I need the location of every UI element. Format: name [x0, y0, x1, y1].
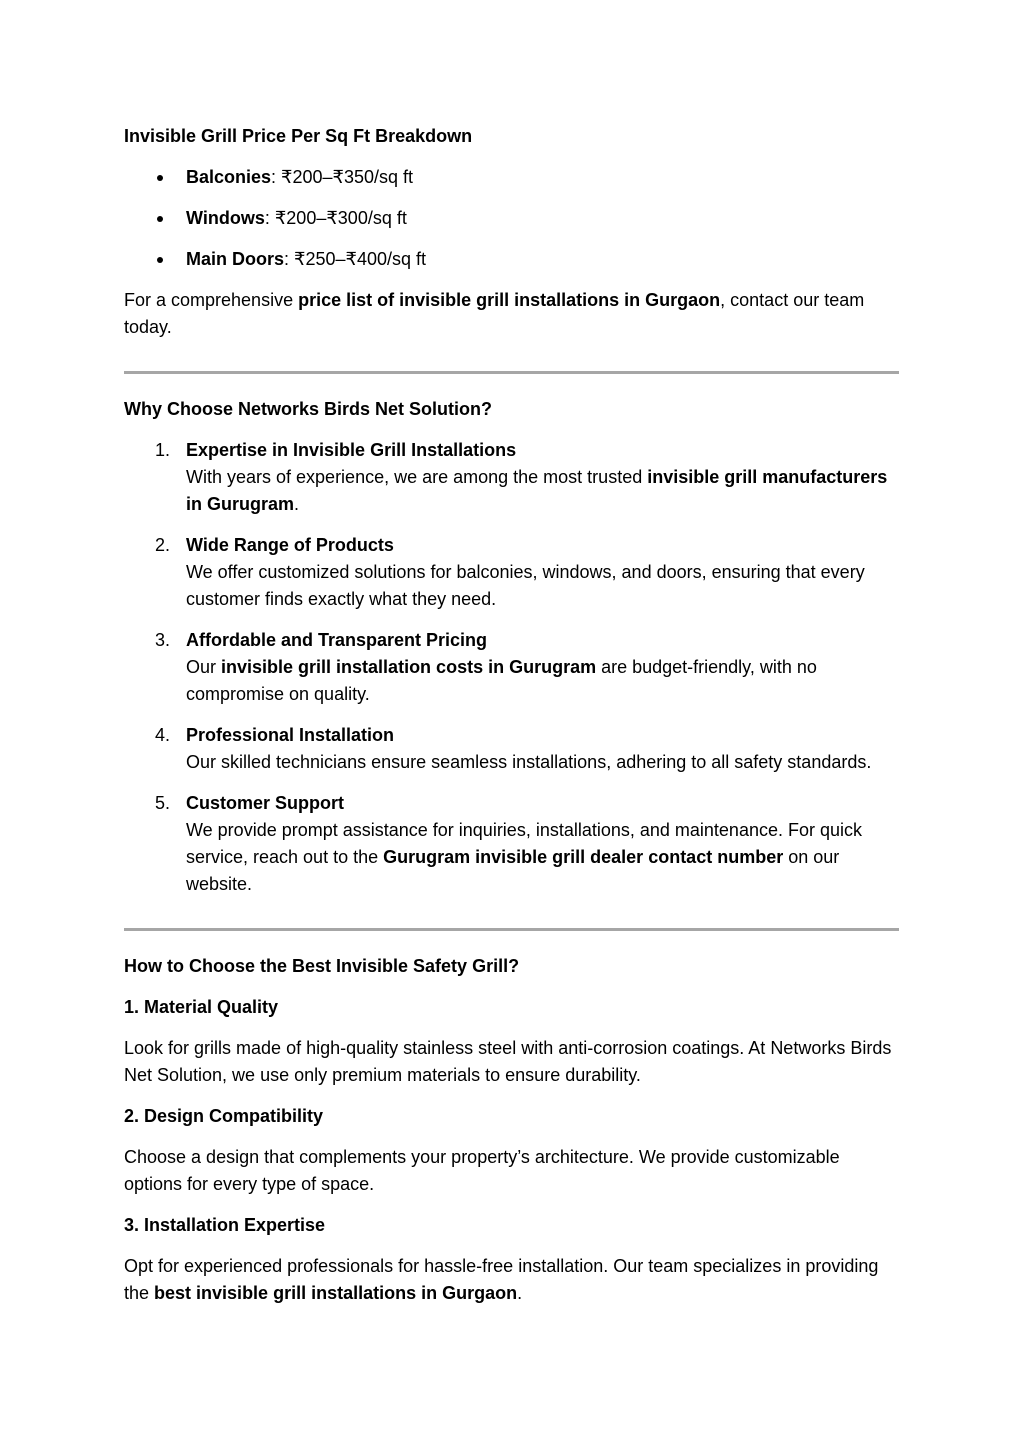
- how-to-choose-heading: How to Choose the Best Invisible Safety Grill?: [124, 956, 520, 976]
- bullet-icon: [157, 175, 163, 181]
- list-item: [124, 246, 899, 273]
- item-text: Our invisible grill installation costs in Gurugram are budget-friendly, with no compromise on quality.: [186, 657, 817, 704]
- installation-expertise-paragraph: Opt for experienced professionals for hassle-free installation. Our team specializes in providing the best invisible grill installations in Gurgaon.: [124, 1256, 879, 1303]
- item-label: Balconies: [186, 167, 272, 187]
- item-number: 3.: [155, 630, 171, 650]
- list-item: [124, 790, 899, 898]
- item-number: 4.: [155, 725, 171, 745]
- price-breakdown-heading: Invisible Grill Price Per Sq Ft Breakdown: [124, 126, 473, 146]
- item-number: 2.: [155, 535, 171, 555]
- installation-expertise-subheading: 3. Installation Expertise: [124, 1215, 326, 1235]
- reasons-list: [124, 437, 899, 898]
- item-text: With years of experience, we are among the most trusted invisible grill manufacturers in Gurugram.: [186, 467, 888, 514]
- price-list: [124, 164, 899, 273]
- item-label: Windows: [186, 208, 265, 228]
- item-number: 1.: [155, 440, 171, 460]
- item-title: Wide Range of Products: [186, 535, 394, 555]
- item-title: Customer Support: [186, 793, 345, 813]
- material-quality-subheading: 1. Material Quality: [124, 997, 279, 1017]
- divider: [124, 371, 899, 374]
- item-title: Expertise in Invisible Grill Installations: [186, 440, 517, 460]
- divider: [124, 928, 899, 931]
- item-title: Professional Installation: [186, 725, 395, 745]
- price-list-paragraph: For a comprehensive price list of invisible grill installations in Gurgaon, contact our team today.: [124, 290, 865, 337]
- why-choose-heading: Why Choose Networks Birds Net Solution?: [124, 399, 493, 419]
- list-item: [124, 627, 899, 708]
- bullet-icon: [157, 257, 163, 263]
- list-item: [124, 532, 899, 613]
- material-quality-paragraph: Look for grills made of high-quality stainless steel with anti-corrosion coatings. At Networks Birds Net Solution, we use only premium materials to ensure durability.: [124, 1038, 892, 1085]
- item-text: We offer customized solutions for balconies, windows, and doors, ensuring that every customer finds exactly what they need.: [186, 562, 865, 609]
- item-text: Our skilled technicians ensure seamless installations, adhering to all safety standards.: [186, 752, 872, 772]
- list-item: [124, 722, 899, 776]
- design-compatibility-subheading: 2. Design Compatibility: [124, 1106, 324, 1126]
- design-compatibility-paragraph: Choose a design that complements your property’s architecture. We provide customizable options for every type of space.: [124, 1147, 840, 1194]
- item-title: Affordable and Transparent Pricing: [186, 630, 488, 650]
- bullet-icon: [157, 216, 163, 222]
- item-text: We provide prompt assistance for inquiries, installations, and maintenance. For quick service, reach out to the Gurugram invisible grill dealer contact number on our website.: [186, 820, 863, 894]
- item-value: : ₹200–₹350/sq ft: [271, 167, 414, 187]
- item-label: Main Doors: [186, 249, 285, 269]
- item-number: 5.: [155, 793, 171, 813]
- item-value: : ₹250–₹400/sq ft: [284, 249, 427, 269]
- list-item: [124, 164, 899, 191]
- item-value: : ₹200–₹300/sq ft: [264, 208, 407, 228]
- list-item: [124, 437, 899, 518]
- list-item: [124, 205, 899, 232]
